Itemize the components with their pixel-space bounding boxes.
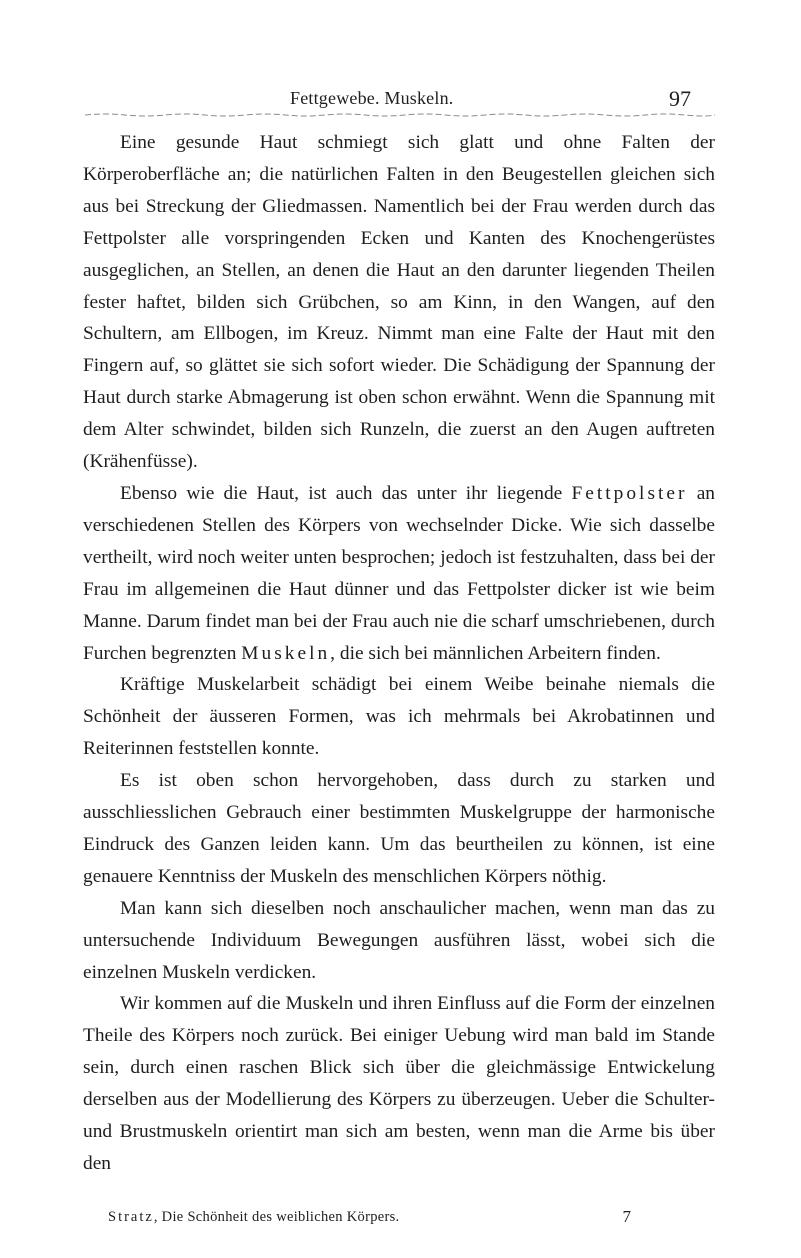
signature-mark: 7	[622, 1207, 631, 1226]
footer-signature-line	[108, 1209, 399, 1226]
running-head	[0, 88, 801, 114]
footer-book-title: , Die Schönheit des weiblichen Körpers.	[153, 1209, 400, 1225]
emphasized-term: Muskeln	[241, 642, 331, 664]
paragraph: Es ist oben schon hervorgehoben, dass durch zu starken und ausschliesslichen Gebrauch einer bestimmten Muskelgruppe der harmonische Eindruck des Ganzen leiden kann. Um das beurtheilen zu können, ist eine genauere Kenntniss der Muskeln des menschlichen Körpers nöthig.	[83, 770, 715, 887]
paragraph: Eine gesunde Haut schmiegt sich glatt und ohne Falten der Körperoberfläche an; die natürlichen Falten in den Beugestellen gleichen sich aus bei Streckung der Gliedmassen. Namentlich bei der Frau werden durch das Fettpolster alle vorspringenden Ecken und Kanten des Knochengerüstes ausgeglichen, an Stellen, an denen die Haut an den darunter liegenden Theilen fester haftet, bilden sich Grübchen, so am Kinn, in den Wangen, auf den Schultern, am Ellbogen, im Kreuz. Nimmt man eine Falte der Haut mit den Fingern auf, so glättet sie sich sofort wieder. Die Schädigung der Spannung der Haut durch starke Abmagerung ist oben schon erwähnt. Wenn die Spannung mit dem Alter schwindet, bilden sich Runzeln, die zuerst an den Augen auftreten (Krähenfüsse).	[83, 132, 715, 473]
paragraph-text: Ebenso wie die Haut, ist auch das unter ihr liegende	[120, 482, 572, 504]
body-text	[83, 127, 715, 1180]
emphasized-term: Fettpolster	[571, 482, 688, 504]
footer	[108, 1209, 715, 1231]
paragraph-text: an verschiedenen Stellen des Körpers von wechselnder Dicke. Wie sich dasselbe vertheilt, wird noch weiter unten besprochen; jedoch ist festzuhalten, dass bei der Frau im allgemeinen die Haut dünner und das Fettpolster dicker ist wie beim Manne. Darum findet man bei der Frau auch nie die scharf umschriebenen, durch Furchen begrenzten	[83, 482, 715, 664]
running-head-title: Fettgewebe. Muskeln.	[290, 88, 454, 108]
paragraph	[83, 478, 715, 669]
header-rule	[85, 112, 715, 118]
footer-author: Stratz	[108, 1209, 154, 1225]
paragraph: Kräftige Muskelarbeit schädigt bei einem Weibe beinahe niemals die Schönheit der äusseren Formen, was ich mehrmals bei Akrobatinnen und Reiterinnen feststellen konnte.	[83, 674, 715, 760]
paragraph: Man kann sich dieselben noch anschaulicher machen, wenn man das zu untersuchende Individuum Bewegungen ausführen lässt, wobei sich die einzelnen Muskeln verdicken.	[83, 897, 715, 983]
page-number: 97	[669, 86, 691, 111]
paragraph-text: , die sich bei männlichen Arbeitern finden.	[330, 642, 661, 664]
paragraph: Wir kommen auf die Muskeln und ihren Einfluss auf die Form der einzelnen Theile des Körpers noch zurück. Bei einiger Uebung wird man bald im Stande sein, durch einen raschen Blick sich über die gleichmässige Entwickelung derselben aus der Modellierung des Körpers zu überzeugen. Ueber die Schulter- und Brustmuskeln orientirt man sich am besten, wenn man die Arme bis über den	[83, 993, 715, 1174]
